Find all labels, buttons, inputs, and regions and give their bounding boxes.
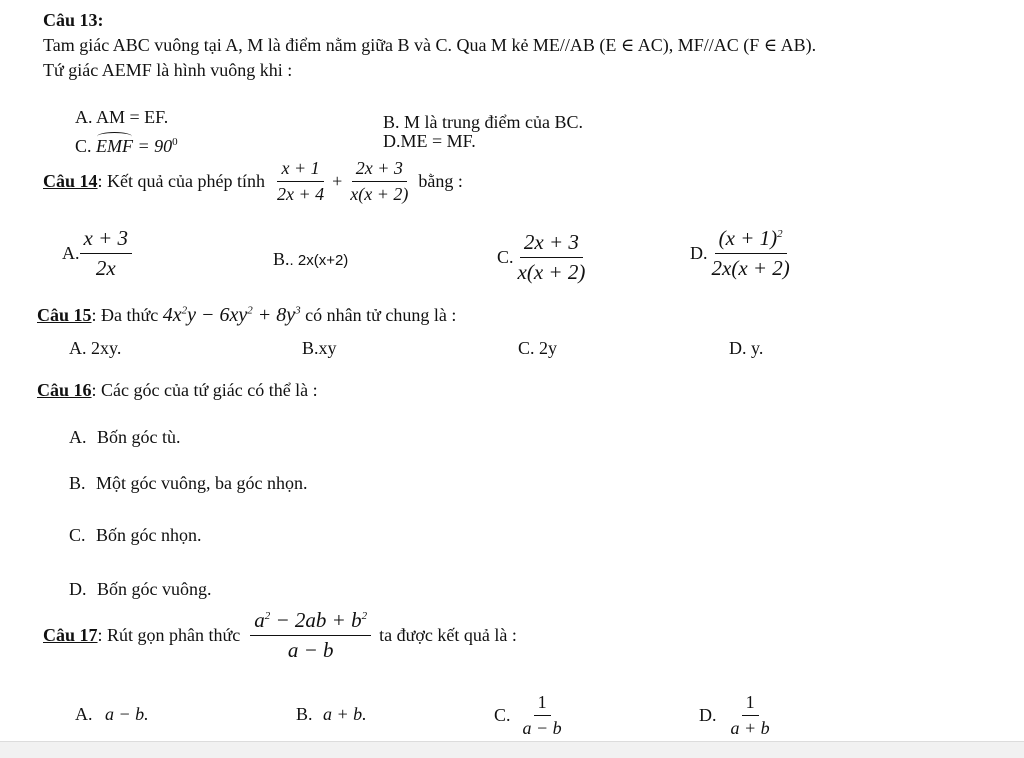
- q17-c-num: 1: [534, 692, 551, 716]
- q15-prompt: : Đa thức: [91, 305, 159, 325]
- q14-option-d: [690, 226, 794, 281]
- q15-poly-sup-3: 3: [295, 304, 301, 317]
- q15-option-d: D. y.: [729, 338, 764, 358]
- q14-num-1: x + 1: [277, 158, 323, 182]
- q16-option-a: [69, 427, 181, 448]
- q16-d-text: Bốn góc vuông.: [97, 579, 212, 599]
- q14-d-num-sup: 2: [777, 228, 783, 240]
- q15-c-text: 2y: [539, 338, 558, 358]
- q14-fraction-2: [346, 158, 412, 205]
- q16-c-text: Bốn góc nhọn.: [96, 525, 202, 545]
- q14-plus: +: [332, 171, 343, 191]
- q14-fraction-1: [273, 158, 328, 205]
- q17-c-label: C.: [494, 705, 511, 725]
- q14-c-num: 2x + 3: [520, 230, 583, 258]
- q17-num-a: a: [254, 608, 265, 632]
- q17-title: Câu 17: [43, 625, 98, 645]
- q17-prompt: : Rút gọn phân thức: [97, 625, 241, 645]
- q17-d-den: a + b: [730, 718, 770, 738]
- q14-question: [43, 158, 463, 205]
- q17-c-den: a − b: [522, 718, 562, 738]
- q15-question: [37, 304, 456, 327]
- q16-option-c: [69, 525, 202, 546]
- q17-option-d: [699, 692, 774, 739]
- q14-option-b: [273, 249, 348, 270]
- q14-d-num: [715, 226, 787, 254]
- q17-fraction: [250, 608, 371, 663]
- q14-den-1: 2x + 4: [276, 184, 325, 204]
- q14-b-label: B.: [273, 249, 290, 269]
- q14-option-c: [497, 230, 589, 285]
- q13-c-degree: 0: [172, 136, 178, 148]
- q15-title: Câu 15: [37, 305, 92, 325]
- q17-a-text: a − b.: [105, 704, 149, 724]
- q13-option-a: [75, 107, 168, 128]
- q16-option-b: [69, 473, 308, 494]
- q14-d-label: D.: [690, 243, 708, 263]
- q17-d-fraction: [727, 692, 774, 739]
- q16-a-label: A.: [69, 427, 87, 447]
- q16-d-label: D.: [69, 579, 87, 599]
- q15-c-label: C.: [518, 338, 535, 358]
- q17-den: a − b: [287, 638, 334, 662]
- q17-option-b: [296, 704, 367, 725]
- q15-poly-sup-2: 2: [247, 304, 253, 317]
- q15-poly-sup-1: 2: [181, 304, 188, 317]
- bottom-scroll-bar: [0, 741, 1024, 758]
- q17-num-b: − 2ab + b: [270, 608, 362, 632]
- q17-b-label: B.: [296, 704, 313, 724]
- q17-option-c: [494, 692, 566, 739]
- q14-after: bằng :: [418, 171, 463, 191]
- q13-a-text: AM = EF.: [96, 107, 169, 127]
- q13-line2: Tứ giác AEMF là hình vuông khi :: [43, 60, 293, 80]
- q14-a-label: A.: [62, 243, 80, 263]
- q15-option-b: B.xy: [302, 338, 337, 358]
- q15-option-c: [518, 338, 557, 359]
- q16-title: Câu 16: [37, 380, 92, 400]
- q17-a-label: A.: [75, 704, 93, 724]
- q14-a-num: x + 3: [80, 226, 133, 254]
- q13-option-d: D.ME = MF.: [383, 131, 476, 151]
- q15-after: có nhân tử chung là :: [305, 305, 457, 325]
- q17-option-a: [75, 704, 149, 725]
- q16-c-label: C.: [69, 525, 86, 545]
- q17-b-text: a + b.: [323, 704, 367, 724]
- q14-den-2: x(x + 2): [350, 184, 409, 204]
- q13-line1: Tam giác ABC vuông tại A, M là điểm nằm giữa B và C. Qua M kẻ ME//AB (E ∈ AC), MF//AC (F ∈ AB).: [43, 35, 817, 55]
- q13-c-angle: EMF: [96, 136, 133, 156]
- q15-option-a: [69, 338, 121, 359]
- q14-num-2: 2x + 3: [352, 158, 407, 182]
- q17-question: [43, 608, 517, 663]
- q13-title: Câu 13:: [43, 10, 104, 30]
- q13-c-label: C.: [75, 136, 92, 156]
- q17-c-fraction: [519, 692, 566, 739]
- q16-prompt: : Các góc của tứ giác có thể là :: [91, 380, 318, 400]
- q14-b-text: . 2x(x+2): [289, 252, 349, 269]
- q14-c-label: C.: [497, 247, 514, 267]
- q16-b-label: B.: [69, 473, 86, 493]
- q14-title: Câu 14: [43, 171, 98, 191]
- q14-a-den: 2x: [95, 256, 116, 280]
- q14-prompt: : Kết quả của phép tính: [97, 171, 265, 191]
- q17-after: ta được kết quả là :: [379, 625, 517, 645]
- q16-option-d: [69, 579, 212, 600]
- q15-poly-term-2: y − 6xy: [187, 304, 248, 326]
- q15-poly-term-3: + 8y: [252, 304, 296, 326]
- q13-option-b: B. M là trung điểm của BC.: [383, 112, 583, 132]
- q15-a-label: A.: [69, 338, 87, 358]
- q13-a-label: A.: [75, 107, 93, 127]
- q17-num-a-sup: 2: [264, 610, 271, 622]
- q15-poly-term-1: 4x: [162, 304, 182, 326]
- q17-d-label: D.: [699, 705, 717, 725]
- q17-num: [250, 608, 371, 636]
- q14-option-a: [62, 226, 132, 281]
- q14-c-den: x(x + 2): [517, 260, 586, 284]
- q15-a-text: 2xy.: [91, 338, 122, 358]
- q16-a-text: Bốn góc tù.: [97, 427, 181, 447]
- q14-d-den: 2x(x + 2): [711, 256, 790, 280]
- q16-question: [37, 380, 318, 401]
- q14-a-fraction: [80, 226, 133, 281]
- q15-polynomial: [163, 304, 301, 326]
- q14-d-num-base: (x + 1): [718, 226, 778, 250]
- q14-c-fraction: [514, 230, 590, 285]
- q13-c-rest: = 90: [137, 136, 173, 156]
- q17-num-b-sup: 2: [361, 610, 368, 622]
- q13-option-c: [75, 136, 178, 157]
- q16-b-text: Một góc vuông, ba góc nhọn.: [96, 473, 308, 493]
- q14-d-fraction: [708, 226, 794, 281]
- q17-d-num: 1: [742, 692, 759, 716]
